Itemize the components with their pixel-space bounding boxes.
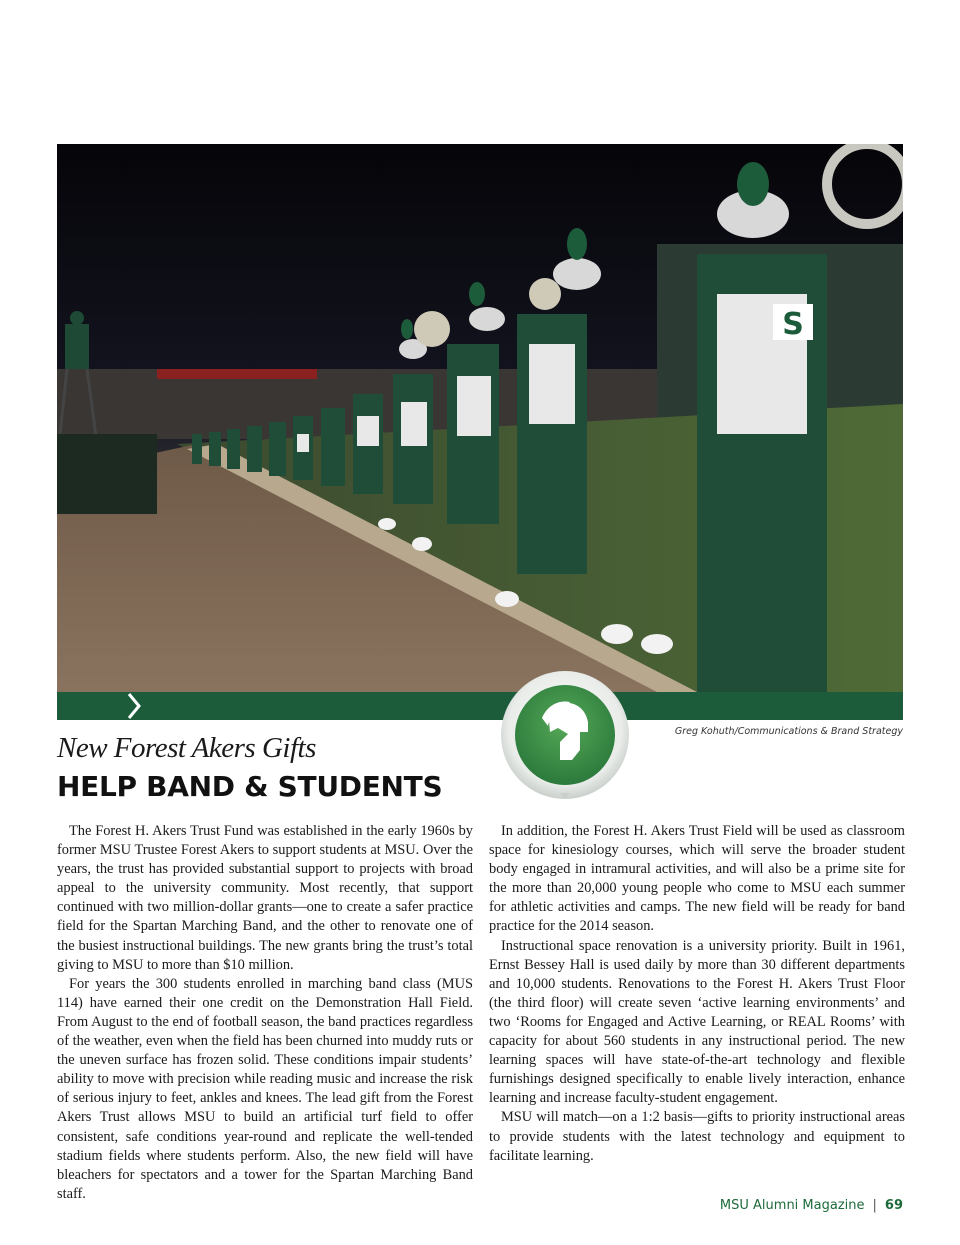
paragraph: In addition, the Forest H. Akers Trust Field will be used as classroom space for kinesiology courses, which will serve the broader student body engaged in intramural activities, and will also be a prime site for the more than 20,000 young people who come to MSU each summer for athletic activities and camps. The new field will be ready for band practice for the 2014 season. xyxy=(489,823,905,935)
headline-bold: HELP BAND & STUDENTS xyxy=(57,770,443,803)
paragraph: The Forest H. Akers Trust Fund was established in the early 1960s by former MSU Trustee Forest Akers to support students at MSU. Over the years, the trust has provided substantial support to projects with broad appeal to the university community. Most recently, that support continued with two million-dollar grants—one to create a safer practice field for the Spartan Marching Band, and the other to renovate one of the busiest instructional buildings. The new grants bring the trust’s total giving to MSU to more than $10 million. xyxy=(57,823,473,973)
hero-photo xyxy=(57,144,903,692)
page-number: 69 xyxy=(884,1198,903,1213)
paragraph: Instructional space renovation is a university priority. Built in 1961, Ernst Bessey Hall is used daily by more than 30 different departments and 10,000 students. Renovations to the Forest H. Akers Trust Floor (the third floor) will create seven ‘active learning environments’ and two ‘Rooms for Engaged and Active Learning, or REAL Rooms’ with capacity for about 560 students in any instructional period. The new learning spaces will have state-of-the-art technology and flexible furnishings designed specifically to enable lively interaction, enhance learning and increase faculty-student engagement. xyxy=(489,937,905,1107)
page-footer xyxy=(720,1198,903,1213)
footer-separator: | xyxy=(872,1198,877,1213)
spartan-helmet-icon xyxy=(500,670,630,800)
article-column-left xyxy=(57,822,473,1204)
publication-name: MSU Alumni Magazine xyxy=(719,1198,865,1213)
chevron-right-icon xyxy=(125,692,145,720)
article-column-right xyxy=(489,822,905,1166)
photo-credit: Greg Kohuth/Communications & Brand Strategy xyxy=(674,726,903,737)
headline-italic: New Forest Akers Gifts xyxy=(57,732,316,764)
paragraph: MSU will match—on a 1:2 basis—gifts to priority instructional areas to provide students with the latest technology and equipment to facilitate learning. xyxy=(489,1109,905,1164)
section-divider-bar xyxy=(57,692,903,720)
svg-text:S: S xyxy=(782,307,804,342)
paragraph: For years the 300 students enrolled in marching band class (MUS 114) have earned their one credit on the Demonstration Hall Field. From August to the end of football season, the band practices regardless of the weather, even when the field has been churned into muddy ruts or the uneven surface has frozen solid. These conditions impair students’ ability to move with precision while reading music and increase the risk of serious injury to feet, ankles and knees. The lead gift from the Forest Akers Trust allows MSU to build an artificial turf field to offer consistent, safe conditions year-round and replicate the well-tended stadium fields where students perform. Also, the new field will have bleachers for spectators and a tower for the Spartan Marching Band staff. xyxy=(57,975,473,1202)
